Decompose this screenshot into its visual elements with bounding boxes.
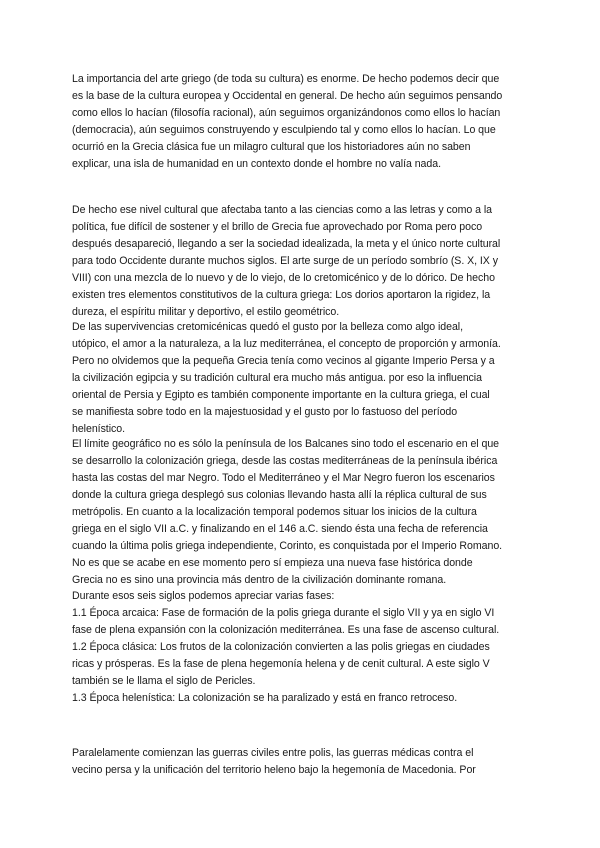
text-line: vecino persa y la unificación del territorio heleno bajo la hegemonía de Macedonia. Por xyxy=(72,764,476,776)
paragraph-fases xyxy=(72,588,534,707)
text-line: metrópolis. En cuanto a la localización temporal podemos situar los inicios de la cultura xyxy=(72,506,477,518)
text-line: De hecho ese nivel cultural que afectaba tanto a las ciencias como a las letras y como a la xyxy=(72,204,493,216)
text-line: helenístico. xyxy=(72,423,125,435)
text-line: Durante esos seis siglos podemos apreciar varias fases: xyxy=(72,590,335,602)
text-line: VIII) con una mezcla de lo nuevo y de lo viejo, de lo cretomicénico y de lo dórico. De hecho xyxy=(72,272,495,284)
list-item-epoca-helenistica: 1.3 Época helenística: La colonización se ha paralizado y está en franco retroceso. xyxy=(72,692,458,704)
text-line: fase de plena expansión con la colonización mediterránea. Es una fase de ascenso cultural. xyxy=(72,624,500,636)
paragraph-limite-geografico xyxy=(72,436,534,589)
text-line: griega en el siglo VII a.C. y finalizando en el 146 a.C. siendo ésta una fecha de referencia xyxy=(72,523,488,535)
text-line: La importancia del arte griego (de toda su cultura) es enorme. De hecho podemos decir que xyxy=(72,73,500,85)
text-line: se desarrollo la colonización griega, desde las costas mediterráneas de la península ibérica xyxy=(72,455,498,467)
text-line: existen tres elementos constitutivos de la cultura griega: Los dorios aportaron la rigidez, la xyxy=(72,289,491,301)
text-line: para todo Occidente durante muchos siglos. El arte surge de un período sombrío (S. X, IX y xyxy=(72,255,498,267)
text-line: dureza, el espíritu militar y deportivo, el estilo geométrico. xyxy=(72,306,340,318)
text-line: Pero no olvidemos que la pequeña Grecia tenía como vecinos al gigante Imperio Persa y a xyxy=(72,355,495,367)
text-line: oriental de Persia y Egipto es también componente importante en la cultura griega, el cual xyxy=(72,389,490,401)
text-line: ocurrió en la Grecia clásica fue un milagro cultural que los historiadores aún no saben xyxy=(72,141,471,153)
paragraph-supervivencias-cretomicenicas xyxy=(72,319,534,438)
text-line: también se le llama el siglo de Pericles. xyxy=(72,675,256,687)
paragraph-importancia-arte-griego xyxy=(72,71,534,173)
text-line: De las supervivencias cretomicénicas quedó el gusto por la belleza como algo ideal, xyxy=(72,321,463,333)
text-line: (democracia), aún seguimos construyendo y esculpiendo tal y como ellos lo hacían. Lo que xyxy=(72,124,496,136)
text-line: explicar, una isla de humanidad en un contexto donde el hombre no valía nada. xyxy=(72,158,441,170)
list-item-epoca-arcaica: 1.1 Época arcaica: Fase de formación de la polis griega durante el siglo VII y ya en siglo VI xyxy=(72,607,495,619)
text-line: es la base de la cultura europea y Occidental en general. De hecho aún seguimos pensando xyxy=(72,90,503,102)
text-line: política, fue difícil de sostener y el brillo de Grecia fue aprovechado por Roma pero poco xyxy=(72,221,483,233)
text-line: Grecia no es sino una provincia más dentro de la civilización dominante romana. xyxy=(72,574,447,586)
text-line: Paralelamente comienzan las guerras civiles entre polis, las guerras médicas contra el xyxy=(72,747,474,759)
text-line: donde la cultura griega desplegó sus colonias llevando hasta allí la réplica cultural de sus xyxy=(72,489,487,501)
text-line: ricas y prósperas. Es la fase de plena hegemonía helena y de cenit cultural. A este siglo V xyxy=(72,658,490,670)
list-item-epoca-clasica: 1.2 Época clásica: Los frutos de la colonización convierten a las polis griegas en ciudades xyxy=(72,641,490,653)
text-line: No es que se acabe en ese momento pero sí empieza una nueva fase histórica donde xyxy=(72,557,473,569)
text-line: cuando la última polis griega independiente, Corinto, es conquistada por el Imperio Romano. xyxy=(72,540,503,552)
text-line: después desapareció, llegando a ser la sociedad idealizada, la meta y el único norte cultural xyxy=(72,238,501,250)
paragraph-nivel-cultural xyxy=(72,202,534,321)
paragraph-guerras-civiles xyxy=(72,745,534,779)
text-line: la civilización egipcia y su tradición cultural era mucho más antigua. por eso la influencia xyxy=(72,372,482,384)
text-line: hasta las costas del mar Negro. Todo el Mediterráneo y el Mar Negro fueron los escenarios xyxy=(72,472,495,484)
text-line: como ellos lo hacían (filosofía racional), aún seguimos organizándonos como ellos lo hacían xyxy=(72,107,501,119)
text-line: se manifiesta sobre todo en la majestuosidad y el gusto por lo fastuoso del período xyxy=(72,406,458,418)
text-line: utópico, el amor a la naturaleza, a la luz mediterránea, el concepto de proporción y armonía. xyxy=(72,338,501,350)
text-line: El límite geográfico no es sólo la península de los Balcanes sino todo el escenario en el que xyxy=(72,438,500,450)
